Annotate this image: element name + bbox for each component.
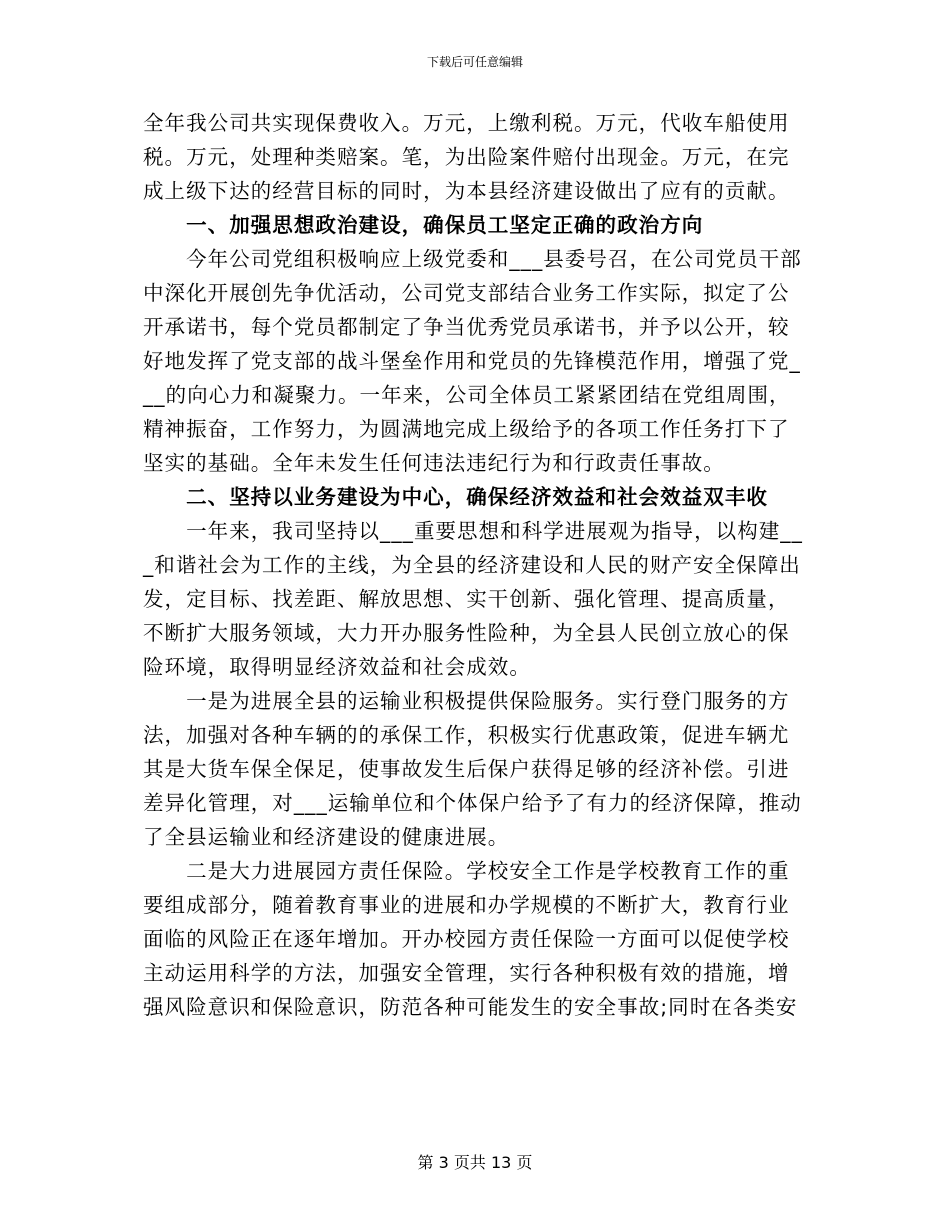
document-body	[143, 106, 808, 1024]
text-line: 法，加强对各种车辆的的承保工作，积极实行优惠政策，促进车辆尤	[143, 723, 790, 747]
text-line: __的向心力和凝聚力。一年来，公司全体员工紧紧团结在党组周围，	[143, 383, 791, 407]
text-line: 精神振奋，工作努力，为圆满地完成上级给予的各项工作任务打下了	[143, 417, 790, 441]
text-line: 差异化管理，对___运输单位和个体保户给予了有力的经济保障，推动	[143, 791, 802, 815]
text-line: 发，定目标、找差距、解放思想、实干创新、强化管理、提高质量，	[143, 587, 790, 611]
text-line: 强风险意识和保险意识，防范各种可能发生的安全事故;同时在各类安	[143, 995, 798, 1019]
text-line: 要组成部分，随着教育事业的进展和办学规模的不断扩大，教育行业	[143, 893, 790, 917]
text-line: _和谐社会为工作的主线，为全县的经济建设和人民的财产安全保障出	[143, 553, 801, 577]
text-line: 一是为进展全县的运输业积极提供保险服务。实行登门服务的方	[143, 689, 790, 713]
text-line: 一年来，我司坚持以___重要思想和科学进展观为指导，以构建__	[143, 519, 803, 543]
text-line: 不断扩大服务领域，大力开办服务性险种，为全县人民创立放心的保	[143, 621, 790, 645]
text-line: 了全县运输业和经济建设的健康进展。	[143, 825, 510, 849]
text-line: 成上级下达的经营目标的同时，为本县经济建设做出了应有的贡献。	[143, 179, 790, 203]
text-line: 二是大力进展园方责任保险。学校安全工作是学校教育工作的重	[143, 859, 790, 883]
page-header: 下载后可任意编辑	[426, 55, 523, 69]
section-heading: 一、加强思想政治建设，确保员工坚定正确的政治方向	[143, 213, 704, 237]
page-footer: 第 3 页共 13 页	[417, 1153, 533, 1172]
text-line: 主动运用科学的方法，加强安全管理，实行各种积极有效的措施，增	[143, 961, 790, 985]
text-line: 险环境，取得明显经济效益和社会成效。	[143, 655, 531, 679]
text-line: 坚实的基础。全年未发生任何违法违纪行为和行政责任事故。	[143, 451, 725, 475]
text-line: 其是大货车保全保足，使事故发生后保户获得足够的经济补偿。引进	[143, 757, 790, 781]
text-line: 开承诺书，每个党员都制定了争当优秀党员承诺书，并予以公开，较	[143, 315, 790, 339]
text-line: 好地发挥了党支部的战斗堡垒作用和党员的先锋模范作用，增强了党_	[143, 349, 801, 373]
text-line: 今年公司党组积极响应上级党委和___县委号召，在公司党员干部	[143, 247, 802, 271]
text-line: 税。万元，处理种类赔案。笔，为出险案件赔付出现金。万元，在完	[143, 145, 790, 169]
section-heading: 二、坚持以业务建设为中心，确保经济效益和社会效益双丰收	[143, 485, 768, 509]
text-line: 全年我公司共实现保费收入。万元，上缴利税。万元，代收车船使用	[143, 111, 790, 135]
text-line: 面临的风险正在逐年增加。开办校园方责任保险一方面可以促使学校	[143, 927, 790, 951]
text-line: 中深化开展创先争优活动，公司党支部结合业务工作实际，拟定了公	[143, 281, 790, 305]
